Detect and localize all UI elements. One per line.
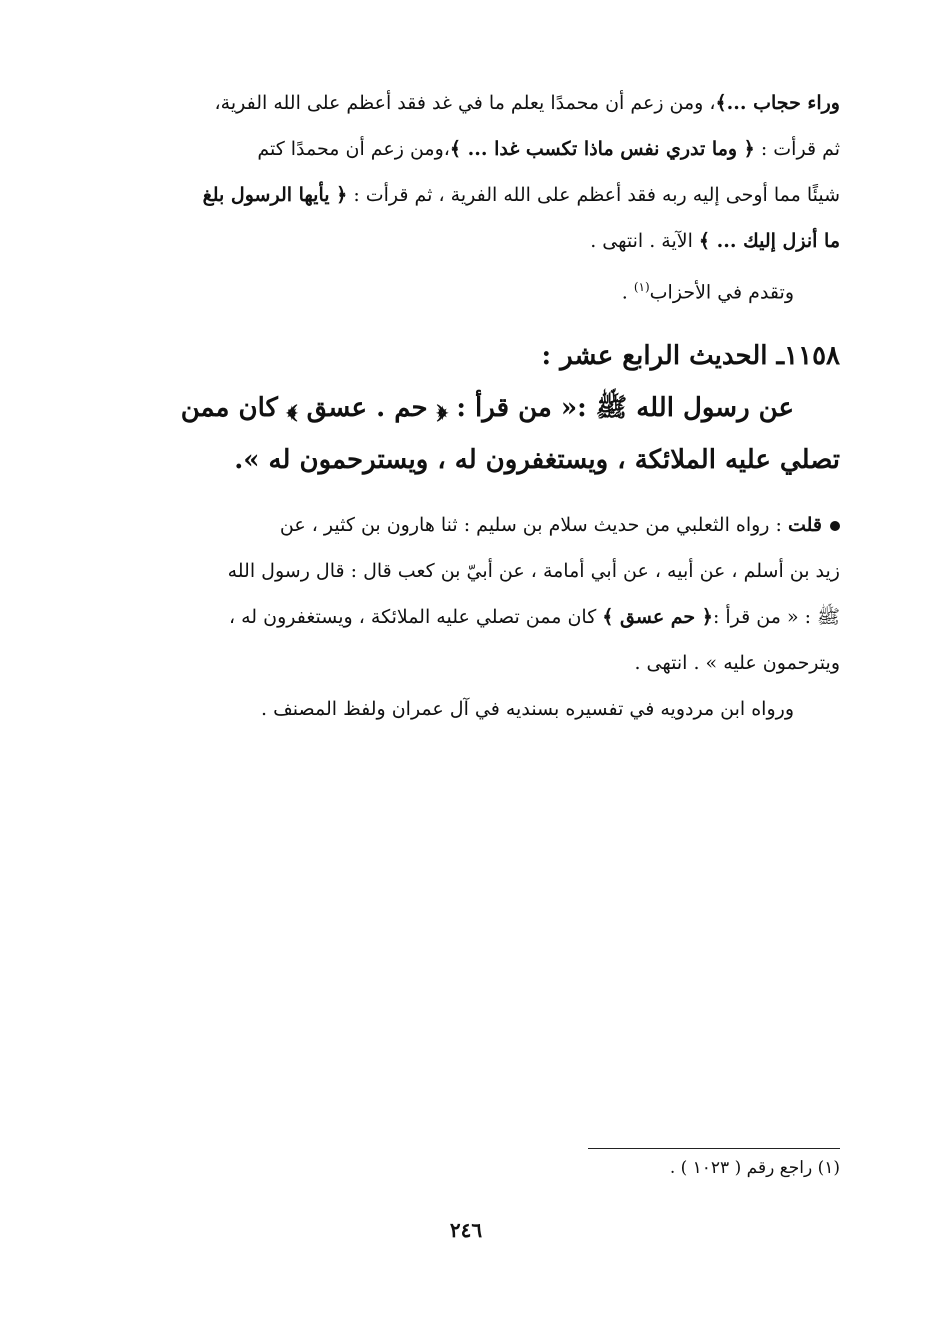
paragraph-line: ورواه ابن مردويه في تفسيره بسنديه في آل عمران ولفظ المصنف . — [261, 698, 794, 720]
bullet-icon — [830, 521, 840, 531]
commentary-paragraph — [92, 502, 840, 732]
quran-quote: وراء حجاب ...﴾ — [715, 92, 840, 114]
page-number: ٢٤٦ — [449, 1218, 483, 1242]
hadith-text-line: عن رسول الله ﷺ :« من قرأ : ﴿ حم . عسق ﴾ كان ممن — [180, 393, 794, 423]
paragraph-line — [92, 502, 840, 548]
quran-quote: ﴿ يأيها الرسول بلغ — [202, 184, 348, 206]
paragraph-line — [92, 264, 840, 310]
hadith-heading: ١١٥٨ـ الحديث الرابع عشر : — [541, 341, 840, 371]
quran-quote: ﴿ حم عسق ﴾ — [602, 606, 713, 628]
paragraph-text: شيئًا مما أوحى إليه ربه فقد أعظم على الله الفرية ، ثم قرأت : — [347, 184, 840, 206]
paragraph-line: زيد بن أسلم ، عن أبيه ، عن أبي أمامة ، عن أبيّ بن كعب قال : قال رسول الله — [227, 560, 840, 582]
paragraph-text: ﷺ : « من قرأ : — [712, 606, 840, 628]
paragraph-line — [92, 594, 840, 640]
paragraph-text: . — [621, 281, 634, 304]
top-paragraph — [92, 80, 840, 310]
paragraph-text: : رواه الثعلبي من حديث سلام بن سليم : ثنا هارون بن كثير ، عن — [279, 514, 788, 536]
quran-quote: ما أنزل إليك ... ﴾ — [698, 230, 840, 252]
footnote-marker: (١) — [633, 280, 650, 294]
paragraph-text: ثم قرأت : — [754, 138, 840, 160]
qult-label: قلت — [787, 514, 822, 536]
hadith-text-line: تصلي عليه الملائكة ، ويستغفرون له ، ويسترحمون له ». — [234, 445, 840, 475]
hadith-section — [92, 330, 840, 486]
quran-quote: ﴿ وما تدري نفس ماذا تكسب غدا ... ﴾ — [449, 138, 755, 160]
paragraph-line: ويترحمون عليه » . انتهى . — [634, 652, 840, 674]
footnote-divider — [588, 1148, 840, 1149]
paragraph-text: كان ممن تصلي عليه الملائكة ، ويستغفرون له ، — [228, 606, 603, 628]
paragraph-line — [92, 80, 840, 126]
paragraph-text: الآية . انتهى . — [590, 230, 699, 252]
paragraph-line — [92, 126, 840, 172]
footnote: (١) راجع رقم ( ١٠٢٣ ) . — [669, 1158, 840, 1178]
paragraph-line — [92, 172, 840, 218]
paragraph-text: ،ومن زعم أن محمدًا كتم — [257, 138, 450, 160]
paragraph-text: وتقدم في الأحزاب — [649, 281, 794, 304]
paragraph-text: ، ومن زعم أن محمدًا يعلم ما في غد فقد أعظم على الله الفرية، — [214, 92, 716, 114]
paragraph-line — [92, 218, 840, 264]
